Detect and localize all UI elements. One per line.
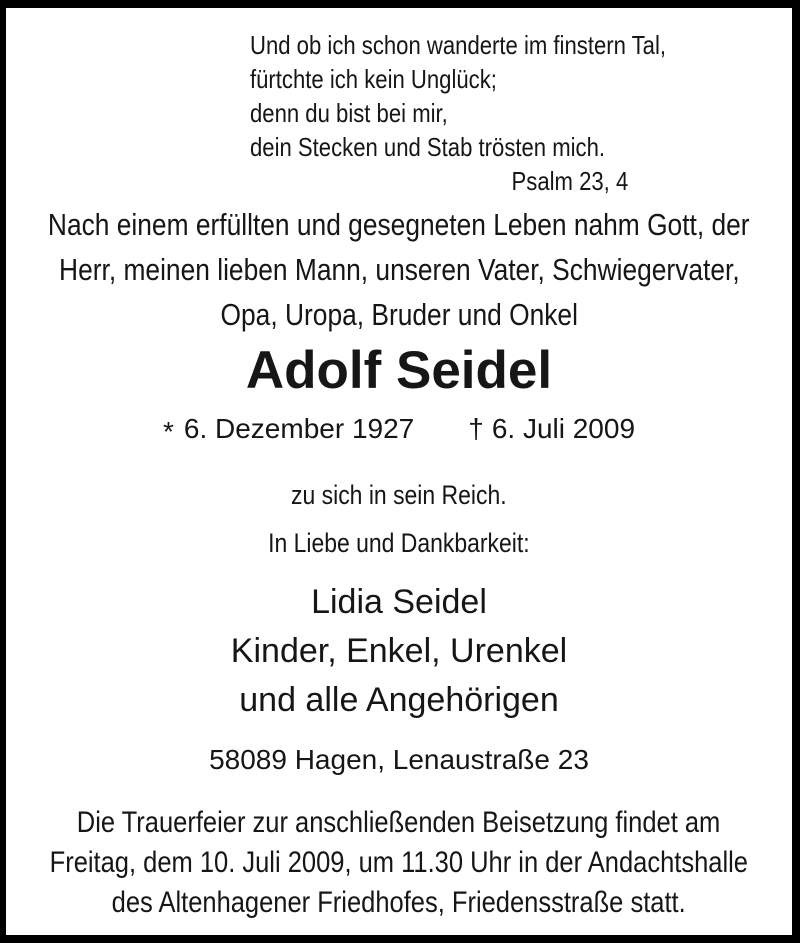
- funeral-line: Die Trauerfeier zur anschließenden Beisetzung findet am: [77, 806, 721, 840]
- verse-block: [250, 28, 709, 198]
- intro-line: Opa, Uropa, Bruder und Onkel: [220, 297, 578, 332]
- funeral-line: des Altenhagener Friedhofes, Friedensstraße statt.: [111, 886, 687, 920]
- verse-line: Und ob ich schon wanderte im finstern Tal,: [250, 30, 667, 60]
- life-dates: [6, 411, 792, 450]
- verse-line: denn du bist bei mir,: [250, 98, 448, 128]
- salutation: In Liebe und Dankbarkeit:: [268, 528, 530, 559]
- deceased-name: Adolf Seidel: [245, 341, 553, 400]
- mourners-block: [6, 578, 792, 725]
- verse-line: fürtchte ich kein Unglück;: [250, 64, 497, 94]
- death-date: [468, 411, 635, 450]
- mourner-line: und alle Angehörigen: [239, 681, 559, 720]
- intro-paragraph: [6, 202, 792, 337]
- salutation-wrap: [6, 526, 792, 560]
- verse-attribution: Psalm 23, 4: [511, 166, 629, 196]
- birth-date-text: 6. Dezember 1927: [183, 413, 415, 444]
- death-cross-symbol: †: [468, 413, 484, 444]
- mourner-line: Lidia Seidel: [311, 583, 487, 622]
- closing-line-wrap: [6, 478, 792, 512]
- address-line: 58089 Hagen, Lenaustraße 23: [209, 744, 589, 776]
- funeral-line: Freitag, dem 10. Juli 2009, um 11.30 Uhr in der Andachtshalle: [49, 846, 749, 880]
- funeral-paragraph: [6, 803, 792, 923]
- birth-date: [163, 411, 414, 450]
- verse-line: dein Stecken und Stab trösten mich.: [250, 132, 606, 162]
- intro-line: Herr, meinen lieben Mann, unseren Vater, Schwiegervater,: [58, 252, 740, 287]
- death-date-text: 6. Juli 2009: [491, 413, 636, 444]
- intro-line: Nach einem erfüllten und gesegneten Leben nahm Gott, der: [48, 207, 750, 242]
- mourner-line: Kinder, Enkel, Urenkel: [230, 632, 568, 671]
- birth-star-symbol: *: [162, 416, 174, 448]
- closing-line: zu sich in sein Reich.: [291, 480, 507, 511]
